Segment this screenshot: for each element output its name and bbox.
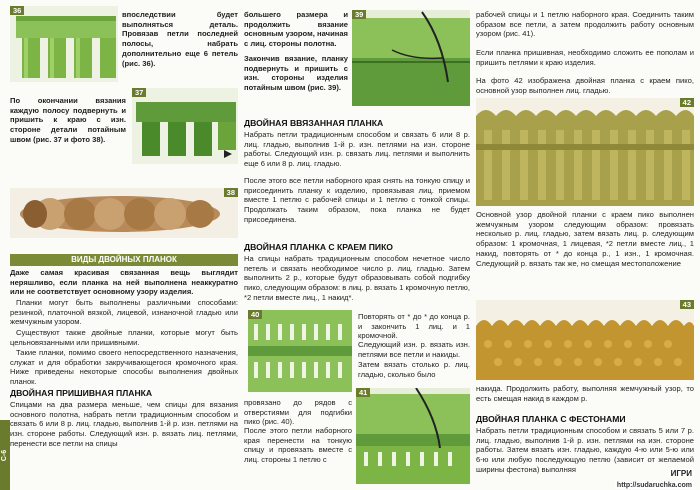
figure-42-photo xyxy=(476,98,694,206)
figure-41 xyxy=(356,388,470,484)
figure-42 xyxy=(476,98,694,206)
figure-38-number: 38 xyxy=(224,188,238,197)
section-band: ВИДЫ ДВОЙНЫХ ПЛАНОК xyxy=(10,254,238,266)
figure-37 xyxy=(132,88,238,164)
figure-42-number: 42 xyxy=(680,98,694,107)
middle-text-7: провязано до рядов с отверстиями для подгибки пико (рис. 40). xyxy=(244,398,352,427)
left-text-2: По окончании вязания каждую полосу подвернуть и пришить к краю с изн. стороне детали потайным швом (рис. 37 и фото 38). xyxy=(10,96,126,144)
figure-43-number: 43 xyxy=(680,300,694,309)
figure-43-photo xyxy=(476,300,694,380)
right-text-1: рабочей спицы и 1 петлю наборного края. Соединить таким образом все петли, а затем продолжить работу основным узором (рис. 41). xyxy=(476,10,694,39)
figure-36-number: 36 xyxy=(10,6,24,15)
figure-38 xyxy=(10,188,238,238)
right-text-2: Если планка пришивная, необходимо сложить ее пополам и пришить петлями к краю изделия. xyxy=(476,48,694,67)
figure-36 xyxy=(10,6,118,82)
figure-40-drawing xyxy=(248,310,352,392)
middle-text-6b: Следующий изн. р. вязать изн. петлями все петли и накиды. xyxy=(358,340,470,359)
middle-text-1: большего размера и продолжить вязание основным узором, начиная с лиц. стороны полотна. xyxy=(244,10,348,49)
page-number-tab xyxy=(0,420,10,490)
figure-43 xyxy=(476,300,694,380)
figure-39-drawing xyxy=(352,10,470,106)
publisher-logo: ИГРИ xyxy=(670,469,692,478)
left-text-6: Такие планки, помимо своего непосредственного назначения, служат и для обработки закручивающегося кромочного края. Ниже приведены некоторые способы выполнения двойных планок. xyxy=(10,348,238,387)
figure-36-drawing xyxy=(10,6,118,82)
right-heading-1: ДВОЙНАЯ ПЛАНКА С ФЕСТОНАМИ xyxy=(476,414,626,424)
left-column xyxy=(10,6,238,484)
figure-40 xyxy=(248,310,352,392)
middle-text-8: После этого петли наборного края перенести на тонкую спицу и провязать вместе с лиц. стороны 1 петлю с xyxy=(244,426,352,465)
right-text-6: Набрать петли традиционным способом и связать 5 или 7 р. лиц. гладью, выполнив 1-й р. изн. петлями на изн. стороне работы. Затем вязать изн. гладью, каждую 4-ю или 5-ю или 6-ю или любую последующую петлю (зависит от желаемой ширины фестона) выполняя xyxy=(476,426,694,474)
middle-text-6a: Повторять от * до * до конца р. и закончить 1 лиц. и 1 кромочной. xyxy=(358,312,470,341)
figure-39-number: 39 xyxy=(352,10,366,19)
watermark-url: http://sudaruchka.com xyxy=(616,482,692,489)
right-column xyxy=(476,6,694,484)
middle-text-5: На спицы набрать традиционным способом нечетное число петель и связать необходимое число р. лиц. гладью. Затем выполнить 2 р., которые будут образовывать собой подгибку пико, следующим образом: в лиц. р. вязать 1 кромочную петлю, *2 петли вместе лиц., 1 накид*. xyxy=(244,254,470,302)
figure-41-drawing xyxy=(356,388,470,484)
middle-text-4: После этого все петли наборного края снять на тонкую спицу и присоединить планку к изделию, провязывая лиц. приемом вместе 1 петлю с рабочей спицы и 1 петлю с тонкой спицы. Продолжать таким образом, пока планка не будет присоединена. xyxy=(244,176,470,224)
middle-text-2: Закончив вязание, планку подвернуть и пришить с изн. стороны изделия потайным швом (рис. 39). xyxy=(244,54,348,93)
middle-text-3: Набрать петли традиционным способом и связать 6 или 8 р. лиц. гладью, выполнив 1-й р. изн. петлями на изн. стороне работы. Следующий изн. р. связать лиц. петлями и выполнить еще 6 или 8 р. лиц. гладью. xyxy=(244,130,470,169)
middle-text-6c: Затем вязать столько р. лиц. гладью, сколько было xyxy=(358,360,470,379)
middle-heading-1: ДВОЙНАЯ ВВЯЗАННАЯ ПЛАНКА xyxy=(244,118,384,128)
left-heading-1: ДВОЙНАЯ ПРИШИВНАЯ ПЛАНКА xyxy=(10,388,153,398)
right-text-4: Основной узор двойной планки с краем пико выполнен жемчужным узором следующим образом: провязать несколько р. лиц. гладью, затем вязать лиц. р. следующим образом: 1 кромочная, 1 лицевая, *2 петли вместе лиц., 1 накид, повторять от * до конца р., 1 изн., 1 кромочная. Следующий р. вязать так же, но смещая местоположение xyxy=(476,210,694,268)
left-text-5: Существуют также двойные планки, которые могут быть цельновязанными или пришивными. xyxy=(10,328,238,347)
right-text-5: накида. Продолжить работу, выполняя жемчужный узор, то есть смещая накид в каждом р. xyxy=(476,384,694,403)
left-text-3: Даже самая красивая связанная вещь выглядит неряшливо, если планка на ней выполнена неаккуратно или не соответствует основному узору изделия. xyxy=(10,268,238,297)
figure-40-number: 40 xyxy=(248,310,262,319)
figure-37-drawing xyxy=(132,88,238,164)
middle-heading-2: ДВОЙНАЯ ПЛАНКА С КРАЕМ ПИКО xyxy=(244,242,393,252)
middle-column xyxy=(244,6,470,484)
figure-39 xyxy=(352,10,470,106)
left-text-7: Спицами на два размера меньше, чем спицы для вязания основного полотна, набрать петли традиционным способом и связать 6 или 8 р. лиц. гладью, выполнив 1-й р. изн. петлями на изн. стороне работы. Следующий изн. р. вязать лиц. петлями, перенести все петли на спицы xyxy=(10,400,238,448)
right-text-3: На фото 42 изображена двойная планка с краем пико, основной узор выполнен лиц. гладью. xyxy=(476,76,694,95)
figure-37-number: 37 xyxy=(132,88,146,97)
left-text-1: впоследствии будет выполняться деталь. Провязав петли последней полосы, набрать дополнительно еще 6 петель (рис. 36). xyxy=(122,10,238,68)
figure-38-photo xyxy=(10,188,238,238)
figure-41-number: 41 xyxy=(356,388,370,397)
page-number: C-6 xyxy=(1,449,9,461)
left-text-4: Планки могут быть выполнены различными способами: резинкой, платочной вязкой, лицевой, изнаночной гладью или жемчужным узором. xyxy=(10,298,238,327)
